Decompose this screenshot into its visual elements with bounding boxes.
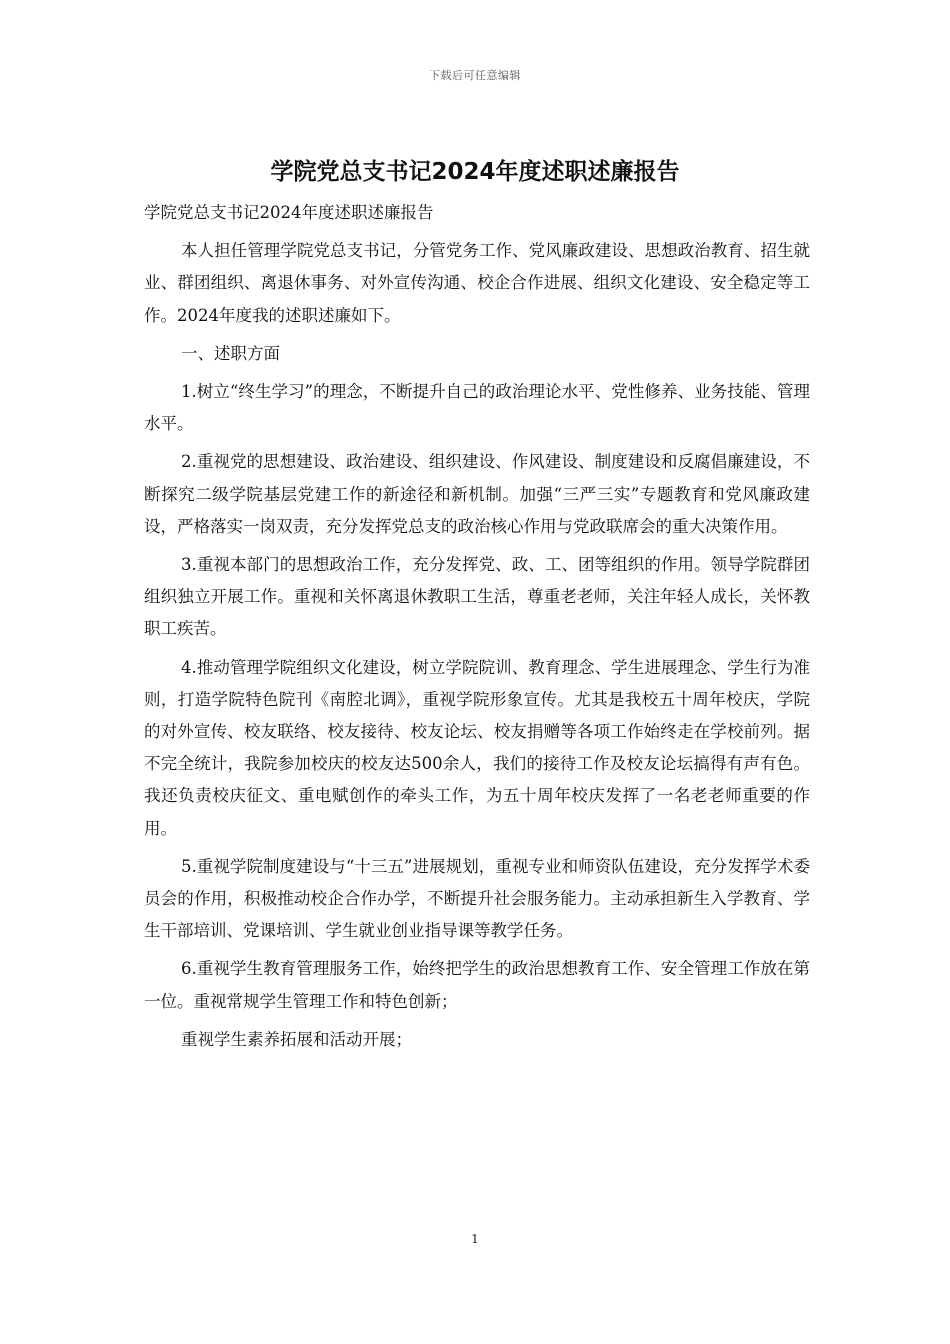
- paragraph-continuation: 重视学生素养拓展和活动开展；: [181, 1029, 412, 1049]
- document-body: [144, 197, 810, 1062]
- paragraph-item-3: 3.重视本部门的思想政治工作，充分发挥党、政、工、团等组织的作用。领导学院群团组织独立开展工作。重视和关怀离退休教职工生活，尊重老老师，关注年轻人成长，关怀教职工疾苦。: [144, 555, 810, 639]
- paragraph-item-5: 5.重视学院制度建设与“十三五”进展规划，重视专业和师资队伍建设，充分发挥学术委员会的作用，积极推动校企合作办学，不断提升社会服务能力。主动承担新生入学教育、学生干部培训、党课培训、学生就业创业指导课等教学任务。: [144, 856, 810, 941]
- paragraph-item-2: 2.重视党的思想建设、政治建设、组织建设、作风建设、制度建设和反腐倡廉建设，不断探究二级学院基层党建工作的新途径和新机制。加强“三严三实”专题教育和党风廉政建设，严格落实一岗双责，充分发挥党总支的政治核心作用与党政联席会的重大决策作用。: [144, 452, 810, 536]
- section-heading: 一、述职方面: [181, 343, 280, 363]
- document-title: 学院党总支书记2024年度述职述廉报告: [270, 159, 680, 185]
- paragraph-item-6: 6.重视学生教育管理服务工作，始终把学生的政治思想教育工作、安全管理工作放在第一位。重视常规学生管理工作和特色创新；: [144, 959, 810, 1011]
- paragraph-item-4: 4.推动管理学院组织文化建设，树立学院院训、教育理念、学生进展理念、学生行为准则，打造学院特色院刊《南腔北调》，重视学院形象宣传。尤其是我校五十周年校庆，学院的对外宣传、校友联络、校友接待、校友论坛、校友捐赠等各项工作始终走在学校前列。据不完全统计，我院参加校庆的校友达500余人，我们的接待工作及校友论坛搞得有声有色。我还负责校庆征文、重电赋创作的牵头工作，为五十周年校庆发挥了一名老老师重要的作用。: [144, 657, 810, 838]
- page-number: 1: [471, 1232, 479, 1246]
- subtitle-paragraph: 学院党总支书记2024年度述职述廉报告: [144, 203, 434, 222]
- intro-paragraph: 本人担任管理学院党总支书记，分管党务工作、党风廉政建设、思想政治教育、招生就业、群团组织、离退休事务、对外宣传沟通、校企合作进展、组织文化建设、安全稳定等工作。2024年度我的述职述廉如下。: [144, 241, 810, 325]
- paragraph-item-1: 1.树立“终生学习”的理念，不断提升自己的政治理论水平、党性修养、业务技能、管理水平。: [144, 382, 810, 434]
- header-note: 下载后可任意编辑: [429, 69, 521, 82]
